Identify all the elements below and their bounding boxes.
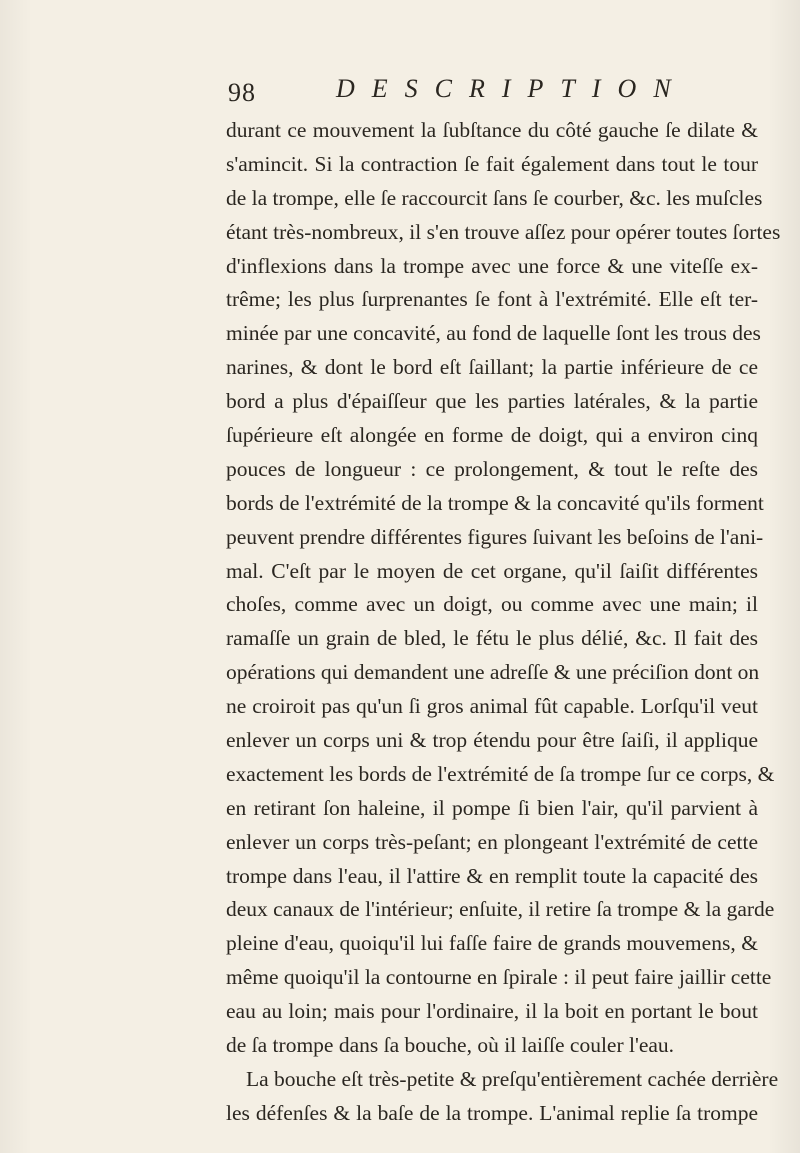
text-line: même quoiqu'il la contourne en ſpirale : il peut faire jaillir cette bbox=[226, 965, 772, 990]
page-header bbox=[228, 74, 748, 114]
text-line: enlever un corps uni & trop étendu pour être ſaiſi, il applique bbox=[226, 728, 758, 753]
text-line: pouces de longueur : ce prolongement, & tout le reſte des bbox=[226, 456, 758, 481]
text-line: narines, & dont le bord eſt ſaillant; la partie inférieure de ce bbox=[226, 355, 758, 380]
text-line: minée par une concavité, au fond de laquelle ſont les trous des bbox=[226, 321, 761, 346]
text-line: trême; les plus ſurprenantes ſe font à l'extrémité. Elle eſt ter- bbox=[226, 287, 758, 312]
text-line: étant très-nombreux, il s'en trouve aſſez pour opérer toutes ſortes bbox=[226, 219, 781, 244]
text-line: exactement les bords de l'extrémité de ſa trompe ſur ce corps, & bbox=[226, 761, 775, 786]
text-line: peuvent prendre différentes figures ſuivant les beſoins de l'ani- bbox=[226, 524, 764, 549]
text-line: opérations qui demandent une adreſſe & une préciſion dont on bbox=[226, 660, 760, 685]
text-line: les défenſes & la baſe de la trompe. L'animal replie ſa trompe bbox=[226, 1100, 758, 1125]
text-line: bord a plus d'épaiſſeur que les parties latérales, & la partie bbox=[226, 389, 758, 414]
page-number: 98 bbox=[228, 78, 256, 107]
text-line: de ſa trompe dans ſa bouche, où il laiſſe couler l'eau. bbox=[226, 1033, 675, 1058]
text-line: trompe dans l'eau, il l'attire & en remplit toute la capacité des bbox=[226, 863, 758, 888]
text-line: ne croiroit pas qu'un ſi gros animal fût capable. Lorſqu'il veut bbox=[226, 694, 758, 719]
text-line: s'amincit. Si la contraction ſe fait également dans tout le tour bbox=[226, 151, 758, 176]
text-line: La bouche eſt très-petite & preſqu'entièrement cachée derrière bbox=[246, 1066, 779, 1091]
text-line: enlever un corps très-peſant; en plongeant l'extrémité de cette bbox=[226, 829, 758, 854]
text-line: de la trompe, elle ſe raccourcit ſans ſe courber, &c. les muſcles bbox=[226, 185, 763, 210]
text-line: d'inflexions dans la trompe avec une force & une viteſſe ex- bbox=[226, 253, 758, 278]
text-line: deux canaux de l'intérieur; enſuite, il retire ſa trompe & la garde bbox=[226, 897, 775, 922]
text-line: eau au loin; mais pour l'ordinaire, il la boit en portant le bout bbox=[226, 999, 758, 1024]
text-line: en retirant ſon haleine, il pompe ſi bien l'air, qu'il parvient à bbox=[226, 795, 758, 820]
text-line: pleine d'eau, quoiqu'il lui faſſe faire de grands mouvemens, & bbox=[226, 931, 758, 956]
text-body bbox=[226, 114, 781, 1131]
running-title: DESCRIPTION bbox=[336, 74, 688, 103]
text-line: mal. C'eſt par le moyen de cet organe, qu'il ſaiſit différentes bbox=[226, 558, 758, 583]
text-line: ramaſſe un grain de bled, le fétu le plus délié, &c. Il fait des bbox=[226, 626, 758, 651]
text-line: durant ce mouvement la ſubſtance du côté gauche ſe dilate & bbox=[226, 118, 758, 142]
text-line: choſes, comme avec un doigt, ou comme avec une main; il bbox=[226, 592, 758, 617]
text-line: bords de l'extrémité de la trompe & la concavité qu'ils forment bbox=[226, 490, 764, 515]
text-line: ſupérieure eſt alongée en forme de doigt, qui a environ cinq bbox=[226, 423, 758, 448]
